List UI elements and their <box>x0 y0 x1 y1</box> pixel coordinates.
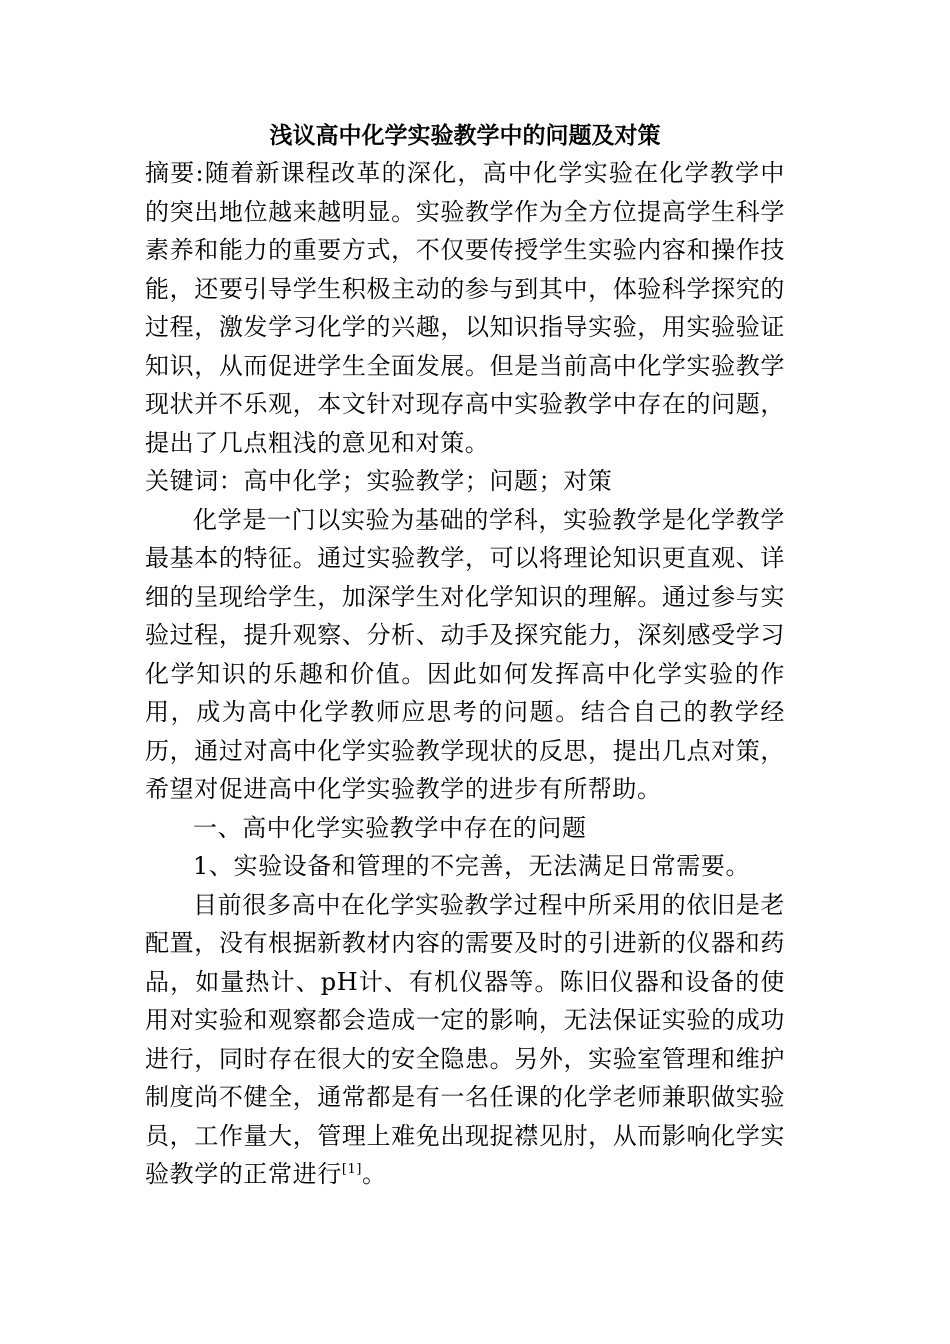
intro-paragraph: 化学是一门以实验为基础的学科，实验教学是化学教学最基本的特征。通过实验教学，可以将理论知识更直观、详细的呈现给学生，加深学生对化学知识的理解。通过参与实验过程，提升观察、分析、动手及探究能力，深刻感受学习化学知识的乐趣和价值。因此如何发挥高中化学实验的作用，成为高中化学教师应思考的问题。结合自己的教学经历，通过对高中化学实验教学现状的反思，提出几点对策，希望对促进高中化学实验教学的进步有所帮助。 <box>145 505 785 803</box>
subsection-body-text: 目前很多高中在化学实验教学过程中所采用的依旧是老配置，没有根据新教材内容的需要及时的引进新的仪器和药品，如量热计、pH计、有机仪器等。陈旧仪器和设备的使用对实验和观察都会造成一定的影响，无法保证实验的成功进行，同时存在很大的安全隐患。另外，实验室管理和维护制度尚不健全，通常都是有一名任课的化学老师兼职做实验员，工作量大，管理上难免出现捉襟见肘，从而影响化学实验教学的正常进行 <box>145 890 785 1188</box>
section-heading-1: 一、高中化学实验教学中存在的问题 <box>193 813 587 842</box>
document-title: 浅议高中化学实验教学中的问题及对策 <box>269 122 661 149</box>
citation-reference: [1] <box>341 1162 363 1177</box>
subsection-heading-1: 1、实验设备和管理的不完善，无法满足日常需要。 <box>193 852 751 880</box>
abstract-paragraph: 摘要:随着新课程改革的深化，高中化学实验在化学教学中的突出地位越来越明显。实验教学作为全方位提高学生科学素养和能力的重要方式，不仅要传授学生实验内容和操作技能，还要引导学生积极主动的参与到其中，体验科学探究的过程，激发学习化学的兴趣，以知识指导实验，用实验验证知识，从而促进学生全面发展。但是当前高中化学实验教学现状并不乐观，本文针对现存高中实验教学中存在的问题，提出了几点粗浅的意见和对策。 <box>145 159 785 457</box>
subsection-body-1 <box>145 886 785 1194</box>
document-page <box>145 118 785 1194</box>
subsection-body-end: 。 <box>362 1160 387 1188</box>
keywords-line: 关键词：高中化学；实验教学；问题；对策 <box>145 467 613 495</box>
